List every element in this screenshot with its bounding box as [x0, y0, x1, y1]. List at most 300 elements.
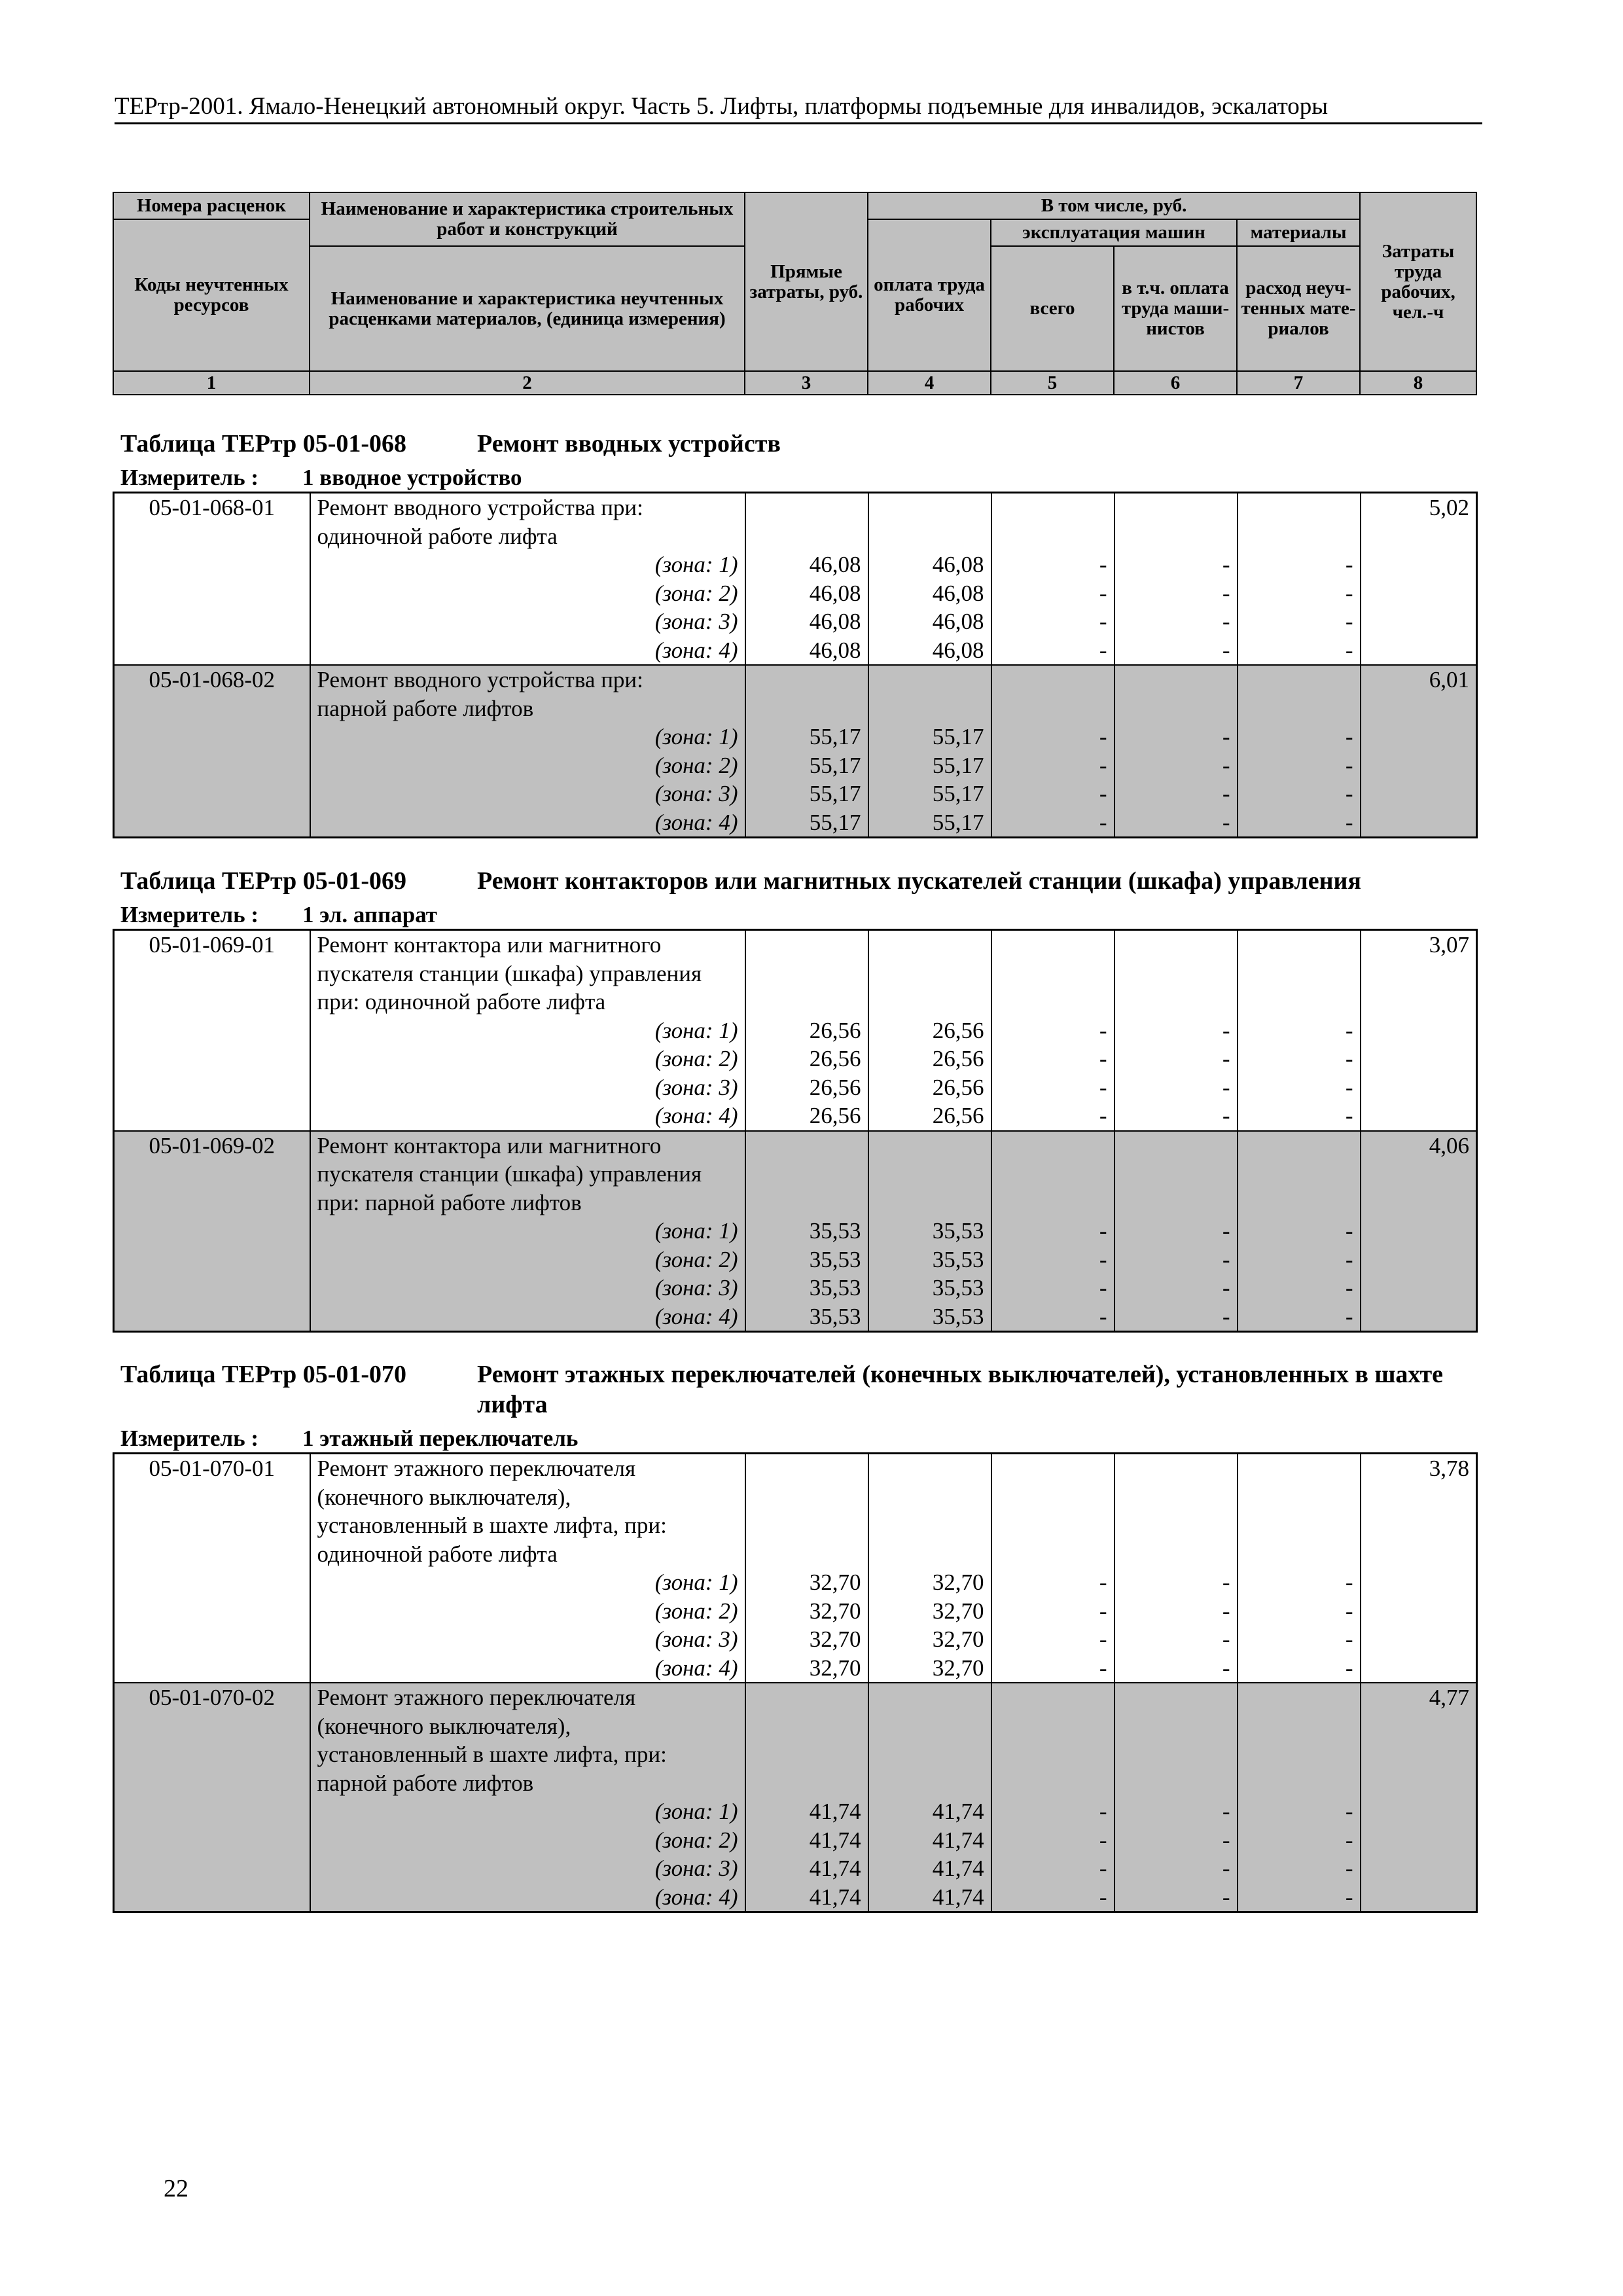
empty-cell	[868, 988, 991, 1016]
measure-line	[113, 901, 1476, 929]
header-resource-codes: Коды неучтенных ресурсов	[113, 219, 310, 371]
table-row	[114, 1483, 1477, 1512]
empty-cell	[1238, 1683, 1361, 1712]
empty-cell	[745, 493, 868, 522]
zone-label: (зона: 3)	[310, 1625, 745, 1654]
rate-table-section	[113, 1359, 1476, 1913]
zone-label: (зона: 4)	[310, 808, 745, 838]
empty-cell	[114, 1740, 310, 1769]
materials-cost: -	[1238, 1797, 1361, 1826]
empty-cell	[745, 1740, 868, 1769]
zone-row	[114, 1625, 1477, 1654]
empty-cell	[1115, 694, 1238, 723]
zone-row	[114, 1217, 1477, 1246]
empty-cell	[114, 723, 310, 751]
empty-cell	[745, 665, 868, 694]
materials-cost: -	[1238, 579, 1361, 608]
empty-cell	[991, 1712, 1115, 1741]
header-worker-pay: оплата труда рабочих	[868, 219, 991, 371]
machinist-pay: -	[1115, 1625, 1238, 1654]
machine-total: -	[991, 1625, 1115, 1654]
machinist-pay: -	[1115, 1073, 1238, 1102]
page-header: ТЕРтр-2001. Ямало-Ненецкий автономный округ. Часть 5. Лифты, платформы подъемные для инвалидов, эскалаторы	[115, 92, 1482, 124]
empty-cell	[1361, 988, 1477, 1016]
empty-cell	[114, 1883, 310, 1912]
empty-cell	[114, 1625, 310, 1654]
empty-cell	[991, 1160, 1115, 1189]
materials-cost: -	[1238, 1625, 1361, 1654]
zone-label: (зона: 1)	[310, 1217, 745, 1246]
worker-pay: 32,70	[868, 1625, 991, 1654]
empty-cell	[991, 1131, 1115, 1160]
header-col-8: 8	[1360, 371, 1476, 395]
machine-total: -	[991, 1102, 1115, 1131]
empty-cell	[1238, 1483, 1361, 1512]
materials-cost: -	[1238, 1568, 1361, 1597]
empty-cell	[868, 665, 991, 694]
empty-cell	[745, 1769, 868, 1798]
materials-cost: -	[1238, 1246, 1361, 1274]
direct-cost: 26,56	[745, 1016, 868, 1045]
empty-cell	[745, 1540, 868, 1569]
zone-label: (зона: 1)	[310, 1797, 745, 1826]
header-material-name: Наименование и характеристика неучтенных расценками материалов, (единица измерения)	[310, 246, 745, 371]
materials-cost: -	[1238, 723, 1361, 751]
empty-cell	[745, 960, 868, 988]
machinist-pay: -	[1115, 550, 1238, 579]
empty-cell	[1238, 522, 1361, 551]
materials-cost: -	[1238, 1854, 1361, 1883]
empty-cell	[1361, 1073, 1477, 1102]
empty-cell	[1361, 522, 1477, 551]
zone-label: (зона: 2)	[310, 1045, 745, 1073]
zone-label: (зона: 3)	[310, 607, 745, 636]
empty-cell	[1361, 1016, 1477, 1045]
materials-cost: -	[1238, 1102, 1361, 1131]
zone-row	[114, 1246, 1477, 1274]
materials-cost: -	[1238, 1073, 1361, 1102]
empty-cell	[1361, 1302, 1477, 1332]
empty-cell	[1361, 1797, 1477, 1826]
rate-description: при: парной работе лифтов	[310, 1189, 745, 1217]
worker-pay: 35,53	[868, 1217, 991, 1246]
empty-cell	[1238, 1454, 1361, 1483]
zone-row	[114, 636, 1477, 666]
zone-label: (зона: 1)	[310, 723, 745, 751]
worker-pay: 46,08	[868, 579, 991, 608]
empty-cell	[868, 1511, 991, 1540]
machine-total: -	[991, 1854, 1115, 1883]
machinist-pay: -	[1115, 1568, 1238, 1597]
direct-cost: 55,17	[745, 723, 868, 751]
empty-cell	[1361, 1511, 1477, 1540]
worker-pay: 55,17	[868, 808, 991, 838]
empty-cell	[114, 1769, 310, 1798]
machine-total: -	[991, 1246, 1115, 1274]
empty-cell	[868, 1160, 991, 1189]
direct-cost: 46,08	[745, 550, 868, 579]
empty-cell	[114, 550, 310, 579]
zone-label: (зона: 1)	[310, 550, 745, 579]
empty-cell	[114, 1797, 310, 1826]
empty-cell	[1361, 1217, 1477, 1246]
labor-cost: 4,77	[1361, 1683, 1477, 1712]
zone-row	[114, 723, 1477, 751]
rate-description: установленный в шахте лифта, при:	[310, 1511, 745, 1540]
empty-cell	[114, 1854, 310, 1883]
empty-cell	[1115, 930, 1238, 960]
rate-description: Ремонт этажного переключателя	[310, 1683, 745, 1712]
table-row	[114, 988, 1477, 1016]
rate-description: (конечного выключателя),	[310, 1712, 745, 1741]
zone-row	[114, 579, 1477, 608]
labor-cost: 5,02	[1361, 493, 1477, 522]
machinist-pay: -	[1115, 1274, 1238, 1302]
header-col-3: 3	[745, 371, 868, 395]
empty-cell	[114, 1826, 310, 1855]
empty-cell	[1238, 1511, 1361, 1540]
empty-cell	[991, 1511, 1115, 1540]
empty-cell	[868, 522, 991, 551]
materials-cost: -	[1238, 1217, 1361, 1246]
header-machine-operation: эксплуатация машин	[991, 219, 1237, 246]
materials-cost: -	[1238, 1045, 1361, 1073]
header-labor-costs: Затраты труда рабочих, чел.-ч	[1360, 192, 1476, 371]
empty-cell	[114, 636, 310, 666]
empty-cell	[1238, 1189, 1361, 1217]
rate-description: установленный в шахте лифта, при:	[310, 1740, 745, 1769]
rate-description: парной работе лифтов	[310, 694, 745, 723]
table-row	[114, 1160, 1477, 1189]
zone-label: (зона: 2)	[310, 1597, 745, 1626]
worker-pay: 32,70	[868, 1597, 991, 1626]
empty-cell	[1115, 1511, 1238, 1540]
machinist-pay: -	[1115, 751, 1238, 780]
zone-row	[114, 1854, 1477, 1883]
table-row	[114, 1769, 1477, 1798]
empty-cell	[991, 1454, 1115, 1483]
zone-label: (зона: 2)	[310, 751, 745, 780]
measure-value: 1 этажный переключатель	[302, 1426, 579, 1451]
empty-cell	[991, 960, 1115, 988]
empty-cell	[868, 493, 991, 522]
header-col-1: 1	[113, 371, 310, 395]
empty-cell	[1361, 1160, 1477, 1189]
empty-cell	[991, 1483, 1115, 1512]
machinist-pay: -	[1115, 1597, 1238, 1626]
worker-pay: 55,17	[868, 751, 991, 780]
empty-cell	[1361, 1597, 1477, 1626]
empty-cell	[868, 1483, 991, 1512]
table-name: Ремонт вводных устройств	[477, 430, 781, 457]
worker-pay: 35,53	[868, 1274, 991, 1302]
machine-total: -	[991, 1568, 1115, 1597]
empty-cell	[991, 930, 1115, 960]
direct-cost: 41,74	[745, 1826, 868, 1855]
empty-cell	[114, 960, 310, 988]
machinist-pay: -	[1115, 1246, 1238, 1274]
empty-cell	[1361, 636, 1477, 666]
empty-cell	[1115, 988, 1238, 1016]
machine-total: -	[991, 780, 1115, 808]
machinist-pay: -	[1115, 1826, 1238, 1855]
empty-cell	[1238, 665, 1361, 694]
table-code: Таблица ТЕРтр 05-01-070	[120, 1361, 407, 1388]
direct-cost: 41,74	[745, 1797, 868, 1826]
machine-total: -	[991, 1883, 1115, 1912]
materials-cost: -	[1238, 1016, 1361, 1045]
rate-description: Ремонт контактора или магнитного	[310, 1131, 745, 1160]
header-unaccounted-materials: расход неуч-тенных мате-риалов	[1237, 246, 1360, 371]
empty-cell	[1361, 1246, 1477, 1274]
zone-label: (зона: 2)	[310, 1246, 745, 1274]
empty-cell	[114, 1568, 310, 1597]
empty-cell	[1115, 1712, 1238, 1741]
empty-cell	[745, 988, 868, 1016]
machinist-pay: -	[1115, 1797, 1238, 1826]
empty-cell	[745, 1189, 868, 1217]
materials-cost: -	[1238, 636, 1361, 666]
empty-cell	[745, 1483, 868, 1512]
empty-cell	[114, 780, 310, 808]
empty-cell	[1361, 1483, 1477, 1512]
materials-cost: -	[1238, 1826, 1361, 1855]
empty-cell	[1361, 694, 1477, 723]
machine-total: -	[991, 1217, 1115, 1246]
empty-cell	[991, 1540, 1115, 1569]
table-row	[114, 1454, 1477, 1483]
empty-cell	[868, 1189, 991, 1217]
empty-cell	[1361, 1540, 1477, 1569]
empty-cell	[114, 1217, 310, 1246]
rate-table-section	[113, 429, 1476, 838]
empty-cell	[991, 522, 1115, 551]
empty-cell	[114, 1073, 310, 1102]
empty-cell	[745, 1511, 868, 1540]
machine-total: -	[991, 723, 1115, 751]
empty-cell	[1361, 780, 1477, 808]
header-col-4: 4	[868, 371, 991, 395]
empty-cell	[1115, 1483, 1238, 1512]
table-code: Таблица ТЕРтр 05-01-068	[120, 430, 407, 457]
empty-cell	[1361, 1769, 1477, 1798]
machinist-pay: -	[1115, 1045, 1238, 1073]
header-rate-numbers: Номера расценок	[113, 192, 310, 219]
empty-cell	[1115, 1740, 1238, 1769]
worker-pay: 35,53	[868, 1246, 991, 1274]
empty-cell	[868, 930, 991, 960]
direct-cost: 46,08	[745, 607, 868, 636]
materials-cost: -	[1238, 607, 1361, 636]
labor-cost: 4,06	[1361, 1131, 1477, 1160]
empty-cell	[1115, 1131, 1238, 1160]
rate-description: одиночной работе лифта	[310, 1540, 745, 1569]
zone-row	[114, 1797, 1477, 1826]
worker-pay: 32,70	[868, 1568, 991, 1597]
worker-pay: 41,74	[868, 1797, 991, 1826]
measure-label: Измеритель :	[120, 902, 259, 927]
empty-cell	[1361, 607, 1477, 636]
zone-label: (зона: 1)	[310, 1016, 745, 1045]
machine-total: -	[991, 1073, 1115, 1102]
empty-cell	[114, 1540, 310, 1569]
machinist-pay: -	[1115, 1854, 1238, 1883]
empty-cell	[1361, 550, 1477, 579]
materials-cost: -	[1238, 1654, 1361, 1683]
direct-cost: 32,70	[745, 1597, 868, 1626]
zone-label: (зона: 4)	[310, 636, 745, 666]
zone-row	[114, 1883, 1477, 1912]
zone-row	[114, 1274, 1477, 1302]
empty-cell	[991, 988, 1115, 1016]
empty-cell	[114, 522, 310, 551]
zone-label: (зона: 2)	[310, 1826, 745, 1855]
zone-label: (зона: 4)	[310, 1654, 745, 1683]
materials-cost: -	[1238, 808, 1361, 838]
empty-cell	[868, 1712, 991, 1741]
table-code: Таблица ТЕРтр 05-01-069	[120, 867, 407, 895]
machine-total: -	[991, 1597, 1115, 1626]
direct-cost: 26,56	[745, 1073, 868, 1102]
rate-table	[113, 1452, 1478, 1913]
zone-row	[114, 808, 1477, 838]
materials-cost: -	[1238, 1274, 1361, 1302]
empty-cell	[745, 1712, 868, 1741]
rate-description: при: одиночной работе лифта	[310, 988, 745, 1016]
rate-description: парной работе лифтов	[310, 1769, 745, 1798]
empty-cell	[114, 1302, 310, 1332]
machine-total: -	[991, 1797, 1115, 1826]
rate-code: 05-01-068-01	[114, 493, 310, 522]
empty-cell	[1361, 960, 1477, 988]
rate-description: Ремонт вводного устройства при:	[310, 665, 745, 694]
direct-cost: 46,08	[745, 636, 868, 666]
materials-cost: -	[1238, 550, 1361, 579]
table-row	[114, 665, 1477, 694]
worker-pay: 41,74	[868, 1883, 991, 1912]
direct-cost: 35,53	[745, 1274, 868, 1302]
zone-row	[114, 780, 1477, 808]
empty-cell	[1115, 665, 1238, 694]
empty-cell	[1238, 1540, 1361, 1569]
empty-cell	[1361, 1712, 1477, 1741]
empty-cell	[1361, 1654, 1477, 1683]
empty-cell	[1361, 1102, 1477, 1131]
rate-description: пускателя станции (шкафа) управления	[310, 960, 745, 988]
table-row	[114, 522, 1477, 551]
zone-row	[114, 1016, 1477, 1045]
worker-pay: 46,08	[868, 636, 991, 666]
direct-cost: 35,53	[745, 1246, 868, 1274]
zone-row	[114, 1826, 1477, 1855]
worker-pay: 41,74	[868, 1854, 991, 1883]
measure-line	[113, 1425, 1476, 1452]
empty-cell	[114, 1597, 310, 1626]
empty-cell	[114, 1160, 310, 1189]
machinist-pay: -	[1115, 636, 1238, 666]
header-direct-costs: Прямые затраты, руб.	[745, 192, 868, 371]
rate-description: одиночной работе лифта	[310, 522, 745, 551]
empty-cell	[991, 1683, 1115, 1712]
machinist-pay: -	[1115, 1654, 1238, 1683]
machine-total: -	[991, 1045, 1115, 1073]
table-row	[114, 1189, 1477, 1217]
machine-total: -	[991, 1302, 1115, 1332]
empty-cell	[1361, 1274, 1477, 1302]
worker-pay: 26,56	[868, 1016, 991, 1045]
materials-cost: -	[1238, 780, 1361, 808]
empty-cell	[1238, 1712, 1361, 1741]
worker-pay: 55,17	[868, 780, 991, 808]
machinist-pay: -	[1115, 808, 1238, 838]
page-number: 22	[164, 2175, 188, 2202]
machine-total: -	[991, 1274, 1115, 1302]
empty-cell	[1361, 723, 1477, 751]
empty-cell	[1115, 960, 1238, 988]
empty-cell	[1238, 988, 1361, 1016]
direct-cost: 55,17	[745, 751, 868, 780]
direct-cost: 32,70	[745, 1654, 868, 1683]
empty-cell	[1361, 1625, 1477, 1654]
direct-cost: 41,74	[745, 1883, 868, 1912]
empty-cell	[1361, 579, 1477, 608]
worker-pay: 32,70	[868, 1654, 991, 1683]
empty-cell	[114, 988, 310, 1016]
header-materials: материалы	[1237, 219, 1360, 246]
zone-label: (зона: 2)	[310, 579, 745, 608]
table-row	[114, 1712, 1477, 1741]
machine-total: -	[991, 1016, 1115, 1045]
empty-cell	[1361, 1826, 1477, 1855]
empty-cell	[1361, 1740, 1477, 1769]
zone-row	[114, 1597, 1477, 1626]
empty-cell	[868, 1769, 991, 1798]
empty-cell	[114, 751, 310, 780]
zone-row	[114, 751, 1477, 780]
empty-cell	[114, 607, 310, 636]
direct-cost: 41,74	[745, 1854, 868, 1883]
measure-value: 1 вводное устройство	[302, 465, 522, 490]
machine-total: -	[991, 1654, 1115, 1683]
direct-cost: 46,08	[745, 579, 868, 608]
empty-cell	[1238, 1131, 1361, 1160]
empty-cell	[114, 1712, 310, 1741]
empty-cell	[991, 493, 1115, 522]
empty-cell	[114, 694, 310, 723]
machine-total: -	[991, 808, 1115, 838]
direct-cost: 32,70	[745, 1625, 868, 1654]
zone-row	[114, 1073, 1477, 1102]
zone-label: (зона: 1)	[310, 1568, 745, 1597]
header-machine-total: всего	[991, 246, 1114, 371]
empty-cell	[991, 1769, 1115, 1798]
zone-label: (зона: 3)	[310, 1854, 745, 1883]
materials-cost: -	[1238, 1883, 1361, 1912]
empty-cell	[114, 1045, 310, 1073]
empty-cell	[1115, 522, 1238, 551]
empty-cell	[1361, 751, 1477, 780]
table-row	[114, 960, 1477, 988]
empty-cell	[868, 1683, 991, 1712]
rate-description: Ремонт контактора или магнитного	[310, 930, 745, 960]
empty-cell	[868, 1131, 991, 1160]
empty-cell	[114, 1654, 310, 1683]
machinist-pay: -	[1115, 1016, 1238, 1045]
table-row	[114, 1540, 1477, 1569]
empty-cell	[114, 1511, 310, 1540]
materials-cost: -	[1238, 751, 1361, 780]
zone-row	[114, 1102, 1477, 1131]
